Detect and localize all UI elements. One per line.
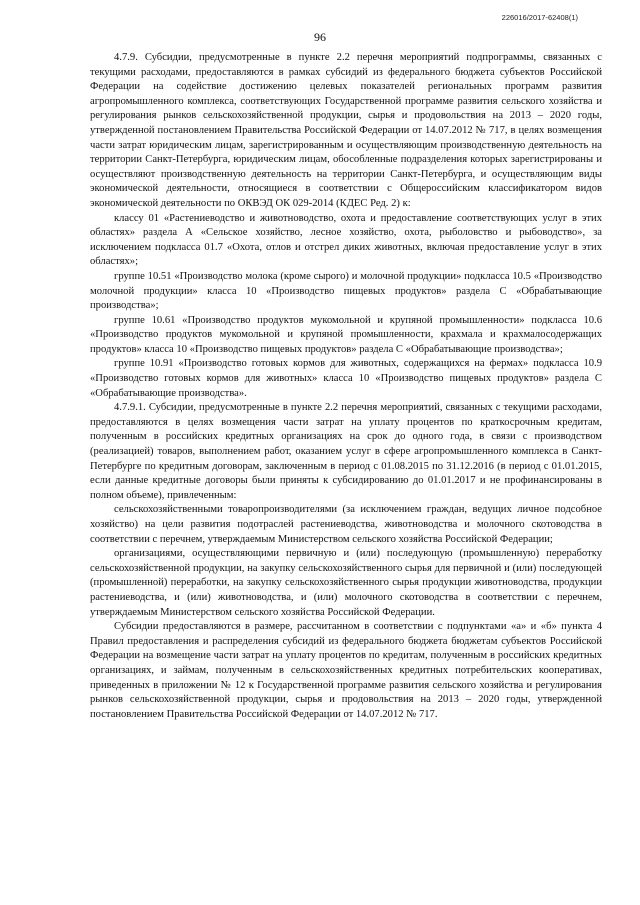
page-number: 96 [314, 30, 326, 44]
paragraph-class-01: классу 01 «Растениеводство и животноводство, охота и предоставление соответствующих услуг в этих областях» раздела А «Сельское хозяйство, лесное хозяйство, охота, рыболовство и рыбоводство», за исключением подкласса 01.7 «Охота, отлов и отстрел диких животных, включая предоставление услуг в этих областях»; [90, 212, 602, 268]
document-id: 226016/2017-62408(1) [501, 13, 578, 22]
paragraph-processing-organizations: организациями, осуществляющими первичную и (или) последующую (промышленную) переработку сельскохозяйственной продукции, на закупку сельскохозяйственного сырья для первичной и (или) последующей (промышленной) переработки, на закупку сельскохозяйственного сырья продукции животноводства, продукции растениеводства, и (или) животноводства, и (или) молочного скотоводства в соответствии с перечнем, утверждаемым Министерством сельского хозяйства Российской Федерации. [90, 548, 602, 618]
paragraph-group-10-91: группе 10.91 «Производство готовых кормов для животных, содержащихся на фермах» подкласса 10.9 «Производство готовых кормов для животных» класса 10 «Производство пищевых продуктов» раздела С «Обрабатывающие производства». [90, 358, 602, 399]
document-body [90, 51, 602, 722]
paragraph-group-10-61: группе 10.61 «Производство продуктов мукомольной и крупяной промышленности» подкласса 10.6 «Производство продуктов мукомольной и крупяной промышленности, крахмала и крахмалосодержащих продуктов» класса 10 «Производство пищевых продуктов» раздела С «Обрабатывающие производства»; [90, 314, 602, 355]
paragraph-group-10-51: группе 10.51 «Производство молока (кроме сырого) и молочной продукции» подкласса 10.5 «Производство молочной продукции» класса 10 «Производство пищевых продуктов» раздела С «Обрабатывающие производства»; [90, 270, 602, 312]
paragraph-agri-producers: сельскохозяйственными товаропроизводителями (за исключением граждан, ведущих личное подсобное хозяйство) на цели развития подотраслей растениеводства, животноводства и молочного скотоводства в соответствии с перечнем, утверждаемым Министерством сельского хозяйства Российской Федерации; [90, 504, 602, 545]
paragraph-4-7-9: 4.7.9. Субсидии, предусмотренные в пункте 2.2 перечня мероприятий подпрограммы, связанных с текущими расходами, предоставляются в рамках субсидий из федерального бюджета субъектов Российской Федерации на содействие достижению целевых показателей региональных программ развития агропромышленного комплекса, соответствующих Государственной программе развития сельского хозяйства и регулирования рынков сельскохозяйственной продукции, сырья и продовольствия на 2013 – 2020 годы, утвержденной постановлением Правительства Российской Федерации от 14.07.2012 № 717, в целях возмещения части затрат юридическим лицам, зарегистрированным и осуществляющим производственную деятельность на территории Санкт-Петербурга, юридическим лицам, обособленные подразделения которых зарегистрированы и осуществляют производственную деятельность на территории Санкт-Петербурга, и осуществляющим виды экономической деятельности, относящиеся в соответствии с Общероссийским классификатором видов экономической деятельности по ОКВЭД ОК 029-2014 (КДЕС Ред. 2) к: [90, 52, 602, 209]
paragraph-4-7-9-1: 4.7.9.1. Субсидии, предусмотренные в пункте 2.2 перечня мероприятий, связанных с текущими расходами, предоставляются в целях возмещения части затрат на уплату процентов по краткосрочным кредитам, полученным в российских кредитных организациях на срок до одного года, в связи с производством (реализацией) товаров, выполнением работ, оказанием услуг в сфере агропромышленного комплекса в Санкт-Петербурге по кредитным договорам, заключенным в период с 01.08.2015 по 31.12.2016 (в период с 01.01.2015, если данные кредитные договоры были приняты к субсидированию до 01.01.2017 и не профинансированы в полном объеме), привлеченным: [90, 402, 602, 501]
paragraph-subsidy-amount: Субсидии предоставляются в размере, рассчитанном в соответствии с подпунктами «а» и «б» пункта 4 Правил предоставления и распределения субсидий из федерального бюджета бюджетам субъектов Российской Федерации на возмещение части затрат на уплату процентов по кредитам, полученным в российских кредитных организациях, и займам, полученным в сельскохозяйственных кредитных потребительских кооперативах, приведенных в приложении № 12 к Государственной программе развития сельского хозяйства и регулирования рынков сельскохозяйственной продукции, сырья и продовольствия на 2013 – 2020 годы, утвержденной постановлением Правительства Российской Федерации от 14.07.2012 № 717. [90, 621, 602, 720]
